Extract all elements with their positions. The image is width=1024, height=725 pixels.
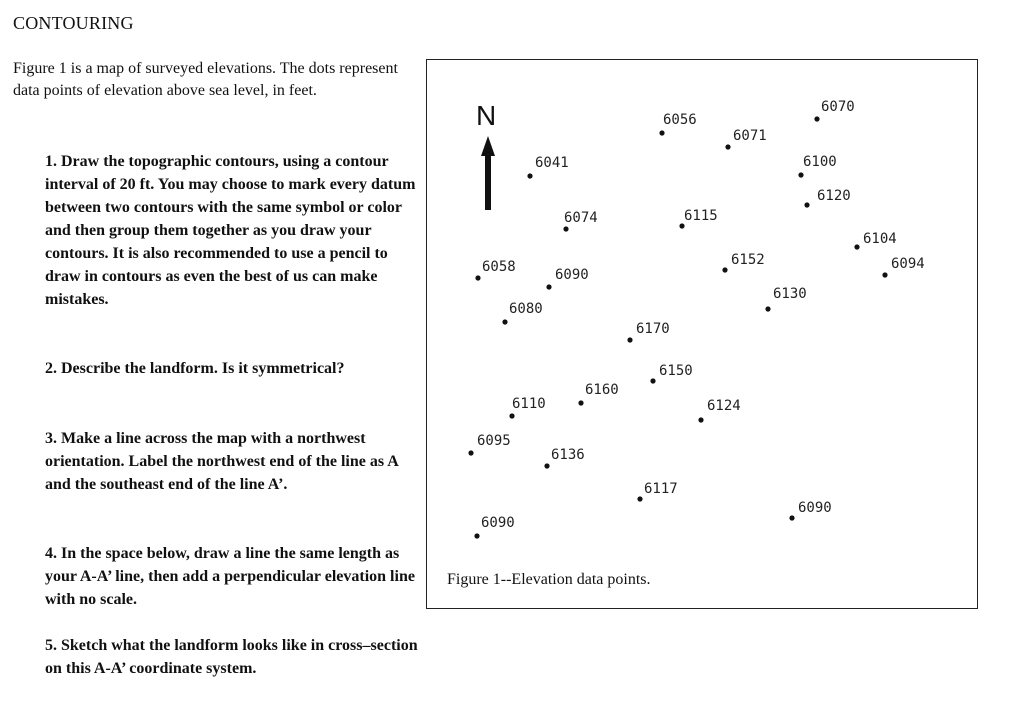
question-number: 2. [45,360,57,377]
intro-paragraph: Figure 1 is a map of surveyed elevations. The dots represent data points of elevation above sea level, in feet. [13,60,398,99]
elevation-dot [804,202,809,207]
elevation-point [722,252,764,273]
elevation-label: 6124 [707,398,741,414]
elevation-dot [765,306,770,311]
elevation-label: 6090 [555,267,589,283]
elevation-label: 6074 [564,210,598,226]
elevation-dot [882,272,887,277]
elevation-label: 6152 [731,252,765,268]
elevation-label: 6080 [509,301,543,317]
elevation-dot [650,378,655,383]
elevation-point [563,210,597,232]
question-2 [45,357,425,380]
elevation-point [474,515,514,539]
elevation-point [475,259,515,281]
elevation-dot [679,223,684,228]
elevation-dot [509,413,514,418]
question-text: Sketch what the landform looks like in cross–section on this A-A’ coordinate system. [45,637,418,677]
elevation-dot [814,116,819,121]
elevation-label: 6170 [636,321,670,337]
question-5 [45,634,425,680]
page-title: CONTOURING [13,13,134,33]
question-text: Describe the landform. Is it symmetrical? [61,360,345,377]
elevation-label: 6160 [585,382,619,398]
elevation-dot [627,337,632,342]
elevation-point [698,398,740,423]
elevation-label: 6115 [684,208,718,224]
elevation-point [725,128,766,150]
elevation-point [627,321,669,343]
elevation-point [814,99,854,122]
elevation-point [527,155,568,179]
elevation-point [650,363,692,384]
elevation-label: 6130 [773,286,807,302]
elevation-point [468,433,510,456]
question-text: In the space below, draw a line the same length as your A-A’ line, then add a perpendicular elevation line with no scale. [45,545,415,608]
elevation-label: 6095 [477,433,511,449]
elevation-point [765,286,806,312]
question-number: 1. [45,153,57,170]
question-3 [45,427,425,496]
elevation-point [502,301,542,325]
elevation-label: 6090 [481,515,515,531]
question-1 [45,150,425,311]
question-4 [45,542,425,611]
elevation-dot [527,173,532,178]
elevation-dot [854,244,859,249]
elevation-label: 6104 [863,231,897,247]
elevation-dot [789,515,794,520]
elevation-point [798,154,836,178]
elevation-label: 6120 [817,188,851,204]
elevation-point [578,382,618,406]
elevation-label: 6110 [512,396,546,412]
elevation-label: 6090 [798,500,832,516]
question-text: Make a line across the map with a northwest orientation. Label the northwest end of the line as A and the southeast end of the line A’. [45,430,398,493]
elevation-dot [474,533,479,538]
elevation-dot [698,417,703,422]
elevation-label: 6100 [803,154,837,170]
elevation-point [544,447,584,469]
north-arrow-icon [481,136,495,210]
elevation-point [546,267,588,290]
elevation-dot [563,226,568,231]
elevation-dot [546,284,551,289]
elevation-label: 6150 [659,363,693,379]
elevation-point [659,112,696,136]
question-number: 5. [45,637,57,654]
elevation-label: 6094 [891,256,925,272]
elevation-point [509,396,545,419]
elevation-dot [544,463,549,468]
elevation-point [804,188,850,208]
question-number: 4. [45,545,57,562]
elevation-label: 6117 [644,481,678,497]
elevation-dot [725,144,730,149]
elevation-dot [475,275,480,280]
elevation-map [427,60,979,610]
question-text: Draw the topographic contours, using a contour interval of 20 ft. You may choose to mark every datum between two contours with the same symbol or color and then group them together as you draw your contours. It is also recommended to use a pencil to draw in contours as even the best of us can make mistakes. [45,153,416,308]
elevation-label: 6136 [551,447,585,463]
elevation-point [679,208,717,229]
elevation-dot [578,400,583,405]
elevation-dot [798,172,803,177]
elevation-dot [659,130,664,135]
elevation-dot [722,267,727,272]
elevation-point [637,481,677,502]
elevation-label: 6041 [535,155,569,171]
elevation-label: 6058 [482,259,516,275]
elevation-dot [502,319,507,324]
elevation-label: 6056 [663,112,697,128]
elevation-label: 6071 [733,128,767,144]
elevation-dot [468,450,473,455]
north-label: N [476,100,497,131]
question-number: 3. [45,430,57,447]
elevation-point [882,256,924,278]
elevation-label: 6070 [821,99,855,115]
elevation-map-figure [426,59,978,609]
elevation-dot [637,496,642,501]
elevation-point [854,231,896,250]
figure-caption: Figure 1--Elevation data points. [447,571,651,588]
elevation-point [789,500,831,521]
